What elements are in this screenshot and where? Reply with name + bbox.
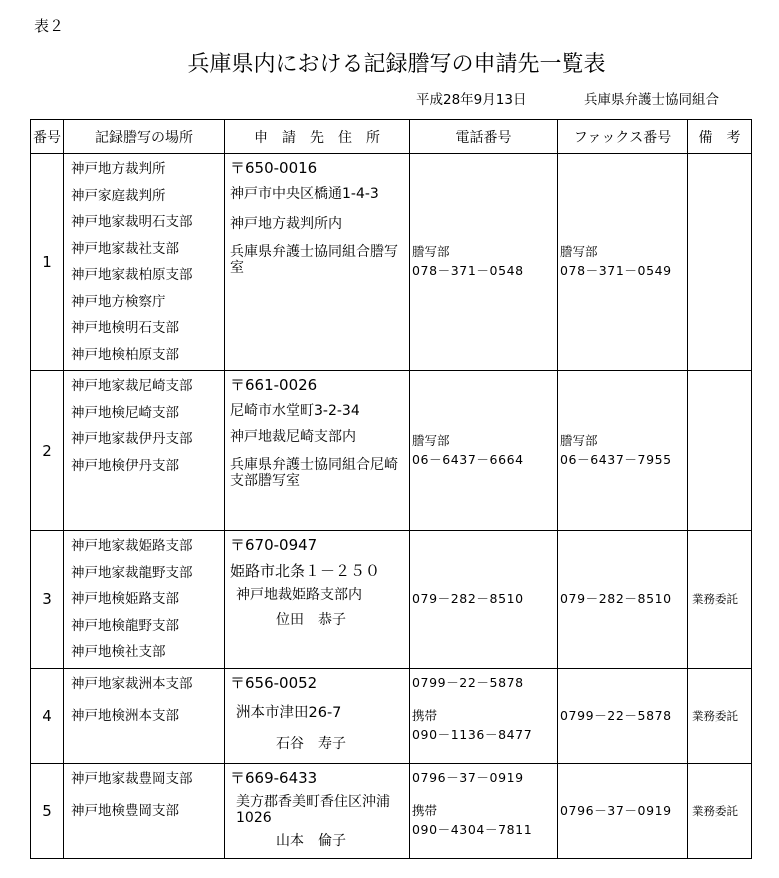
- remark-cell: [688, 154, 752, 371]
- phone-number: 079－282－8510: [412, 591, 524, 607]
- address-line: 兵庫県弁護士協同組合謄写室: [230, 244, 398, 276]
- address-cell: [225, 154, 410, 371]
- fax-cell: [558, 531, 688, 669]
- office-name: 神戸地家裁伊丹支部: [71, 431, 193, 447]
- office-name: 神戸地家裁柏原支部: [71, 267, 193, 283]
- header-remarks: 備 考: [688, 120, 752, 154]
- address-cell: [225, 371, 410, 531]
- office-name: 神戸地検伊丹支部: [71, 457, 179, 474]
- issuing-organization: 兵庫県弁護士協同組合: [584, 92, 719, 108]
- office-name: 神戸地検洲本支部: [71, 708, 179, 724]
- row-number: 2: [31, 371, 64, 531]
- address-line: 洲本市津田26-7: [236, 704, 342, 721]
- header-number: 番号: [31, 120, 64, 154]
- remark-cell: 業務委託: [688, 668, 752, 763]
- postal-code: 〒670-0947: [230, 536, 318, 554]
- table-row: [31, 154, 752, 371]
- office-name: 神戸家庭裁判所: [71, 187, 166, 204]
- mobile-number: 090－1136－8477: [412, 726, 533, 742]
- phone-number: 0796－37－0919: [412, 769, 524, 785]
- address-cell: [225, 763, 410, 858]
- address-line: 兵庫県弁護士協同組合尼崎支部謄写室: [230, 457, 398, 489]
- office-name: 神戸地家裁明石支部: [71, 214, 193, 230]
- office-name: 神戸地検姫路支部: [71, 591, 179, 607]
- office-name: 神戸地家裁洲本支部: [71, 675, 193, 692]
- address-line: 神戸地裁姫路支部内: [236, 587, 362, 603]
- address-line: 尼崎市水堂町3-2-34: [230, 403, 360, 419]
- address-line: 美方郡香美町香住区沖浦1026: [236, 793, 390, 826]
- remark-cell: [688, 371, 752, 531]
- fax-number: 079－282－8510: [560, 591, 672, 607]
- office-name: 神戸地検柏原支部: [71, 346, 179, 363]
- office-name: 神戸地検社支部: [71, 644, 166, 660]
- mobile-label: 携帯: [412, 802, 438, 818]
- address-line: 姫路市北条１－２５０: [230, 562, 381, 580]
- office-list: [64, 531, 225, 669]
- postal-code: 〒669-6433: [230, 768, 318, 787]
- phone-label: 謄写部: [412, 432, 450, 448]
- office-name: 神戸地家裁姫路支部: [71, 538, 193, 554]
- office-list: [64, 371, 225, 531]
- row-number: 4: [31, 668, 64, 763]
- postal-code: 〒661-0026: [230, 376, 318, 394]
- phone-label: 謄写部: [412, 244, 450, 259]
- row-number: 3: [31, 531, 64, 669]
- header-fax: ファックス番号: [558, 120, 688, 154]
- office-name: 神戸地家裁豊岡支部: [71, 770, 193, 787]
- phone-cell: [410, 154, 558, 371]
- address-cell: [225, 531, 410, 669]
- fax-number: 0799－22－5878: [560, 707, 672, 723]
- table-header-row: [31, 120, 752, 154]
- contact-person: 位田 恭子: [276, 612, 346, 628]
- office-name: 神戸地方裁判所: [71, 161, 166, 177]
- fax-number: 0796－37－0919: [560, 802, 672, 818]
- office-list: [64, 154, 225, 371]
- fax-label: 謄写部: [560, 244, 598, 259]
- office-name: 神戸地家裁社支部: [71, 240, 179, 257]
- office-list: [64, 763, 225, 858]
- table-row: [31, 668, 752, 763]
- address-cell: [225, 668, 410, 763]
- postal-code: 〒656-0052: [230, 673, 318, 692]
- fax-number: 06－6437－7955: [560, 451, 672, 467]
- mobile-label: 携帯: [412, 707, 438, 723]
- phone-cell: [410, 763, 558, 858]
- office-name: 神戸地検龍野支部: [71, 617, 179, 634]
- fax-label: 謄写部: [560, 432, 598, 448]
- address-line: 神戸地裁尼崎支部内: [230, 429, 356, 445]
- row-number: 5: [31, 763, 64, 858]
- phone-cell: [410, 531, 558, 669]
- office-name: 神戸地家裁尼崎支部: [71, 378, 193, 394]
- phone-cell: [410, 371, 558, 531]
- remark-cell: 業務委託: [688, 763, 752, 858]
- fax-cell: [558, 763, 688, 858]
- mobile-number: 090－4304－7811: [412, 821, 533, 837]
- row-number: 1: [31, 154, 64, 371]
- address-line: 神戸市中央区橋通1-4-3: [230, 186, 379, 202]
- table-label: 表２: [34, 17, 65, 35]
- contact-person: 石谷 寿子: [276, 735, 346, 752]
- contact-person: 山本 倫子: [276, 832, 346, 849]
- fax-cell: [558, 668, 688, 763]
- address-line: 神戸地方裁判所内: [230, 216, 342, 232]
- phone-cell: [410, 668, 558, 763]
- document-date: 平成28年9月13日: [416, 92, 527, 108]
- office-list: [64, 668, 225, 763]
- header-location: 記録謄写の場所: [64, 120, 225, 154]
- header-address: 申 請 先 住 所: [225, 120, 410, 154]
- phone-number: 0799－22－5878: [412, 674, 524, 690]
- table-row: [31, 531, 752, 669]
- postal-code: 〒650-0016: [230, 159, 318, 177]
- office-name: 神戸地検明石支部: [71, 320, 179, 336]
- fax-cell: [558, 371, 688, 531]
- table-row: [31, 763, 752, 858]
- table-row: [31, 371, 752, 531]
- office-name: 神戸地方検察庁: [71, 293, 166, 310]
- remark-cell: 業務委託: [688, 531, 752, 669]
- office-name: 神戸地家裁龍野支部: [71, 564, 193, 581]
- fax-cell: [558, 154, 688, 371]
- office-name: 神戸地検豊岡支部: [71, 803, 179, 819]
- page-title: 兵庫県内における記録謄写の申請先一覧表: [187, 52, 606, 77]
- header-phone: 電話番号: [410, 120, 558, 154]
- fax-number: 078－371－0549: [560, 263, 672, 278]
- office-name: 神戸地検尼崎支部: [71, 404, 179, 421]
- application-registry-table: [30, 119, 752, 859]
- phone-number: 06－6437－6664: [412, 451, 524, 467]
- phone-number: 078－371－0548: [412, 263, 524, 278]
